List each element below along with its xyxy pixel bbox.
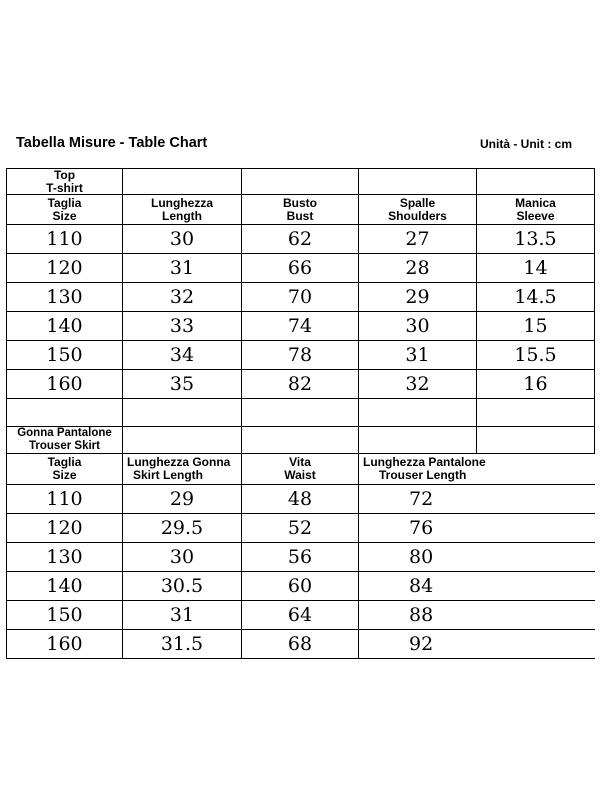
table-cell: 110 [7, 485, 123, 514]
table-cell: 130 [7, 283, 123, 312]
table-cell: 31 [123, 601, 242, 630]
table-cell: 150 [7, 601, 123, 630]
column-header-it: Lunghezza Pantalone [363, 455, 486, 469]
table-cell: 140 [7, 572, 123, 601]
table-row [7, 254, 595, 283]
blank-cell [359, 399, 477, 427]
group-label-cell [7, 427, 123, 454]
column-header-en: Skirt Length [133, 468, 204, 482]
table-cell: 80 [359, 543, 595, 572]
table-row [7, 572, 595, 601]
column-header [242, 195, 359, 225]
column-header-en: Length [162, 208, 202, 223]
column-header [477, 195, 595, 225]
table-row [7, 370, 595, 399]
table-cell: 72 [359, 485, 595, 514]
table-cell: 15 [477, 312, 595, 341]
column-header-en: Shoulders [388, 208, 447, 223]
table-cell: 160 [7, 630, 123, 659]
bottom-table-body [7, 485, 595, 659]
column-header-it: Busto [283, 195, 317, 210]
table-cell: 31.5 [123, 630, 242, 659]
table-cell: 130 [7, 543, 123, 572]
blank-cell [242, 399, 359, 427]
table-cell: 82 [242, 370, 359, 399]
table-cell: 120 [7, 514, 123, 543]
column-header-it: Vita [289, 455, 311, 469]
column-header-en: Trouser Length [379, 468, 467, 482]
table-cell: 14 [477, 254, 595, 283]
table-cell: 68 [242, 630, 359, 659]
blank-cell [359, 427, 477, 454]
table-cell: 29 [359, 283, 477, 312]
blank-cell [477, 427, 595, 454]
table-cell: 88 [359, 601, 595, 630]
table-row [7, 341, 595, 370]
table-row [7, 543, 595, 572]
table-cell: 74 [242, 312, 359, 341]
column-header-it: Manica [515, 195, 556, 210]
table-cell: 35 [123, 370, 242, 399]
column-header [123, 195, 242, 225]
table-cell: 32 [123, 283, 242, 312]
column-header [359, 454, 595, 485]
table-cell: 140 [7, 312, 123, 341]
blank-cell [7, 399, 123, 427]
table-cell: 30 [123, 225, 242, 254]
table-cell: 15.5 [477, 341, 595, 370]
table-cell: 78 [242, 341, 359, 370]
table-cell: 160 [7, 370, 123, 399]
group-label-line-2: Trouser Skirt [29, 439, 100, 452]
group-label-row [7, 169, 595, 195]
table-row [7, 485, 595, 514]
table-cell: 31 [123, 254, 242, 283]
column-header-it: Taglia [47, 455, 82, 469]
table-cell: 16 [477, 370, 595, 399]
column-header [359, 195, 477, 225]
column-header-it: Spalle [399, 195, 436, 210]
blank-cell [359, 169, 477, 195]
table-row [7, 283, 595, 312]
table-cell: 14.5 [477, 283, 595, 312]
column-header [242, 454, 359, 485]
blank-cell [242, 169, 359, 195]
blank-cell [123, 169, 242, 195]
column-header-it: Lunghezza [151, 195, 213, 210]
page-title: Tabella Misure - Table Chart [16, 135, 208, 151]
table-cell: 31 [359, 341, 477, 370]
column-header-it: Taglia [47, 195, 82, 210]
table-cell: 52 [242, 514, 359, 543]
column-header-en: Waist [284, 468, 316, 482]
blank-cell [123, 427, 242, 454]
table-cell: 48 [242, 485, 359, 514]
table-cell: 30.5 [123, 572, 242, 601]
table-cell: 60 [242, 572, 359, 601]
table-cell: 66 [242, 254, 359, 283]
table-cell: 110 [7, 225, 123, 254]
column-header-en: Size [52, 208, 77, 223]
table-cell: 70 [242, 283, 359, 312]
blank-cell [477, 399, 595, 427]
top-size-table [6, 168, 595, 427]
column-header-row [7, 454, 595, 485]
table-cell: 62 [242, 225, 359, 254]
table-cell: 92 [359, 630, 595, 659]
table-row [7, 225, 595, 254]
table-cell: 27 [359, 225, 477, 254]
table-row [7, 312, 595, 341]
table-cell: 30 [359, 312, 477, 341]
group-label-line-1: Gonna Pantalone [17, 427, 112, 439]
table-row [7, 630, 595, 659]
table-cell: 64 [242, 601, 359, 630]
group-label-cell [7, 169, 123, 195]
column-header-en: Bust [286, 208, 314, 223]
table-row [7, 514, 595, 543]
table-cell: 13.5 [477, 225, 595, 254]
group-label-line-1: Top [53, 168, 76, 182]
table-cell: 28 [359, 254, 477, 283]
table-cell: 76 [359, 514, 595, 543]
table-cell: 32 [359, 370, 477, 399]
spacer-row [7, 399, 595, 427]
table-cell: 34 [123, 341, 242, 370]
table-row [7, 601, 595, 630]
column-header-it: Lunghezza Gonna [127, 455, 231, 469]
column-header [7, 454, 123, 485]
column-header-en: Size [52, 468, 77, 482]
group-label-row [7, 427, 595, 454]
blank-cell [242, 427, 359, 454]
blank-cell [477, 169, 595, 195]
table-cell: 33 [123, 312, 242, 341]
table-cell: 150 [7, 341, 123, 370]
table-cell: 56 [242, 543, 359, 572]
table-cell: 120 [7, 254, 123, 283]
table-cell: 84 [359, 572, 595, 601]
column-header [123, 454, 242, 485]
unit-label: Unità - Unit : cm [480, 137, 572, 151]
column-header-row [7, 195, 595, 225]
column-header-en: Sleeve [516, 208, 555, 223]
blank-cell [123, 399, 242, 427]
table-cell: 30 [123, 543, 242, 572]
table-cell: 29 [123, 485, 242, 514]
column-header [7, 195, 123, 225]
group-label-line-2: T-shirt [46, 180, 83, 195]
bottom-size-table [6, 426, 595, 659]
top-table-body [7, 225, 595, 399]
table-cell: 29.5 [123, 514, 242, 543]
